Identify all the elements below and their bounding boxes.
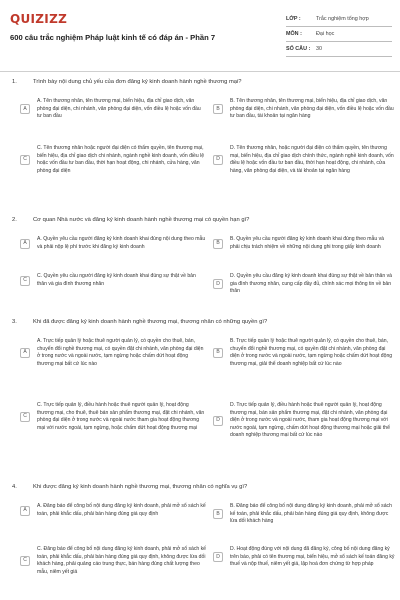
meta-value: 30	[316, 46, 322, 52]
option-text: A. Trực tiếp quản lý hoặc thuê người quản lý, có quyền cho thuê, bán, chuyển đổi nghề thương mại, có quyền đặt chi nhánh, văn phòng đại diện ở trong nước và ngoài nước, tạm ngừng hoặc chấm dứt hoạt động thương mại bất cứ lúc nào	[37, 338, 204, 367]
option-d[interactable]	[213, 273, 395, 296]
option-text: C. Đăng báo để công bố nội dung đăng ký kinh doanh, phải mở sổ sách kế toán, phải khắc dấu, phải bán hàng đúng giá quy định, không được lừa dối khách hàng, phải quảng cáo trung thực, bán hàng đúng chất lượng theo mẫu, niêm yết giá	[37, 546, 207, 575]
option-letter-box: B	[213, 239, 223, 249]
option-text: C. Quyền yêu cầu người đăng ký kinh doanh khai đúng sự thật về bản thân và gia đình thương nhân	[37, 273, 196, 287]
meta-label: MÔN :	[286, 31, 302, 37]
option-letter-box: C	[20, 155, 30, 165]
option-c[interactable]	[20, 402, 206, 432]
question-text: Khi được đăng ký kinh doanh hành nghề thương mại, thương nhân có nghĩa vụ gì?	[33, 484, 248, 490]
document-header	[0, 0, 400, 70]
option-b[interactable]	[213, 236, 395, 251]
option-text: B. Quyền yêu cầu người đăng ký kinh doanh khai đúng theo mẫu và phải chịu trách nhiệm về những nội dung ghi trong giấy kinh doanh	[230, 236, 385, 250]
question-number: 1.	[12, 79, 17, 85]
option-letter-box: A	[20, 239, 30, 249]
option-b[interactable]	[213, 338, 395, 368]
option-a[interactable]	[20, 236, 206, 251]
option-letter-box: B	[213, 104, 223, 114]
option-text: D. Quyền yêu cầu đăng ký kinh doanh khai đúng sự thật về bản thân và gia đình thương nhân, cung cấp đầy đủ, chính xác mọi thông tin về bản thân	[230, 273, 392, 294]
option-text: A. Đăng báo để công bố nội dung đăng ký kinh doanh, phải mở sổ sách kế toán, phải khắc dấu, phải bán hàng đúng giá quy định	[37, 503, 206, 517]
option-letter-box: D	[213, 155, 223, 165]
question-text: Trình bày nội dung chủ yếu của đơn đăng ký kinh doanh hành nghề thương mại?	[33, 79, 242, 85]
option-letter-box: B	[213, 509, 223, 519]
option-b[interactable]	[213, 98, 395, 121]
option-letter-box: D	[213, 552, 223, 562]
quizizz-logo: QUIZIZZ	[10, 12, 68, 26]
meta-value: Đại học	[316, 31, 335, 37]
option-d[interactable]	[213, 402, 395, 440]
option-a[interactable]	[20, 503, 206, 518]
option-letter-box: C	[20, 556, 30, 566]
option-letter-box: A	[20, 348, 30, 358]
option-text: D. Hoạt động đúng với nội dung đã đăng ký, công bố nội dung đăng ký trên báo, phải có tên thương mại, biển hiệu, mở sổ sách kế toán đăng ký thuế và nộp thuế, niêm yết giá, lập hoá đơn chứng từ hợp pháp	[230, 546, 395, 567]
option-letter-box: C	[20, 412, 30, 422]
meta-table	[286, 12, 392, 57]
question-number: 2.	[12, 217, 17, 223]
header-divider	[0, 71, 400, 72]
option-a[interactable]	[20, 338, 206, 368]
question-number: 3.	[12, 319, 17, 325]
option-c[interactable]	[20, 273, 206, 288]
option-a[interactable]	[20, 98, 206, 121]
question-text: Cơ quan Nhà nước và đăng ký kinh doanh hành nghề thương mại có quyền hạn gì?	[33, 217, 250, 223]
meta-label: SỐ CÂU :	[286, 46, 311, 52]
option-d[interactable]	[213, 546, 395, 569]
meta-value: Trắc nghiệm tổng hợp	[316, 16, 369, 22]
question-text: Khi đã được đăng ký kinh doanh hành nghề thương mại, thương nhân có những quyền gì?	[33, 319, 268, 325]
page-title: 600 câu trắc nghiệm Pháp luật kinh tế có đáp án - Phần 7	[10, 33, 216, 42]
meta-row-class	[286, 12, 392, 27]
option-c[interactable]	[20, 145, 206, 175]
meta-row-subject	[286, 27, 392, 42]
option-c[interactable]	[20, 546, 206, 576]
option-text: B. Tên thương nhân, tên thương mại, biển hiệu, địa chỉ giao dịch, văn phòng đại diện, chi nhánh, văn phòng đại diện, vốn điều lệ hoặc vốn đầu tư ban đầu, tài khoản tại ngân hàng	[230, 98, 394, 119]
option-text: A. Quyền yêu cầu người đăng ký kinh doanh khai đúng nội dung theo mẫu và phải nộp lệ phí trước khi đăng ký kinh doanh	[37, 236, 206, 250]
option-letter-box: A	[20, 506, 30, 516]
meta-row-count	[286, 42, 392, 57]
option-text: B. Trực tiếp quản lý hoặc thuê người quản lý, có quyền cho thuê, bán, chuyển đổi nghề thương mại, có quyền đặt chi nhánh, văn phòng đại diện ở trong nước và ngoài nước, tạm ngừng hoặc chấm dứt hoạt động thương mại, giải thể doanh nghiệp bất cứ lúc nào	[230, 338, 393, 367]
question-number: 4.	[12, 484, 17, 490]
option-b[interactable]	[213, 503, 395, 526]
option-text: B. Đăng báo để công bố nội dung đăng ký kinh doanh, phải mở sổ sách kế toán, phải khắc dấu, phải bán hàng đúng giá quy định, không được lừa dối khách hàng	[230, 503, 392, 524]
option-d[interactable]	[213, 145, 395, 175]
option-text: C. Trực tiếp quản lý, điều hành hoặc thuê người quản lý, hoạt động thương mại, cho thuê, thuê bán sản phẩm thương mại, đặt chi nhánh, văn phòng đại diện ở trong nước và ngoài nước tham gia hoạt động thương mại với nước ngoài, tạm ngừng, hoặc chấm dứt hoạt động thương mại	[37, 402, 205, 431]
option-letter-box: B	[213, 348, 223, 358]
option-text: D. Tên thương nhân, hoặc người đại điện có thẩm quyền, tên thương mại, biển hiệu, địa chỉ giao dịch chính thức, ngành nghề kinh doanh, vốn điều lệ hoặc vốn đầu tư ban đầu, thời hạn hoạt động, chi nhánh, cửa hàng, văn phòng đại diện, và tài khoản tại ngân hàng	[230, 145, 394, 174]
meta-label: LỚP :	[286, 16, 301, 22]
option-letter-box: C	[20, 276, 30, 286]
option-text: D. Trực tiếp quản lý, điều hành hoặc thuê người quản lý, hoạt động thương mại, bán sản phẩm thương mại, đặt chi nhánh, văn phòng đại diện ở trong nước và ngoài nước, tham gia hoạt động thương mại với nước ngoài, tạm ngừng, chấm dứt hoạt động thương mại hoặc giải thể doanh nghiệp thương mại bất cứ lúc nào	[230, 402, 390, 438]
option-letter-box: A	[20, 104, 30, 114]
option-text: A. Tên thương nhân, tên thương mại, biển hiệu, địa chỉ giao dịch, văn phòng đại diện, chi nhánh, văn phòng đại diện, vốn điều lệ hoặc vốn đầu tư ban đầu	[37, 98, 201, 119]
option-letter-box: D	[213, 416, 223, 426]
option-letter-box: D	[213, 279, 223, 289]
option-text: C. Tên thương nhân hoặc người đại diện có thẩm quyền, tên thương mại, biển hiệu, địa chỉ giao dịch chi nhánh, ngành nghề kinh doanh, vốn điều lệ hoặc vốn đầu tư ban đầu, thời hạn hoạt động, chi nhánh, cửa hàng, văn phòng đại diện	[37, 145, 205, 174]
